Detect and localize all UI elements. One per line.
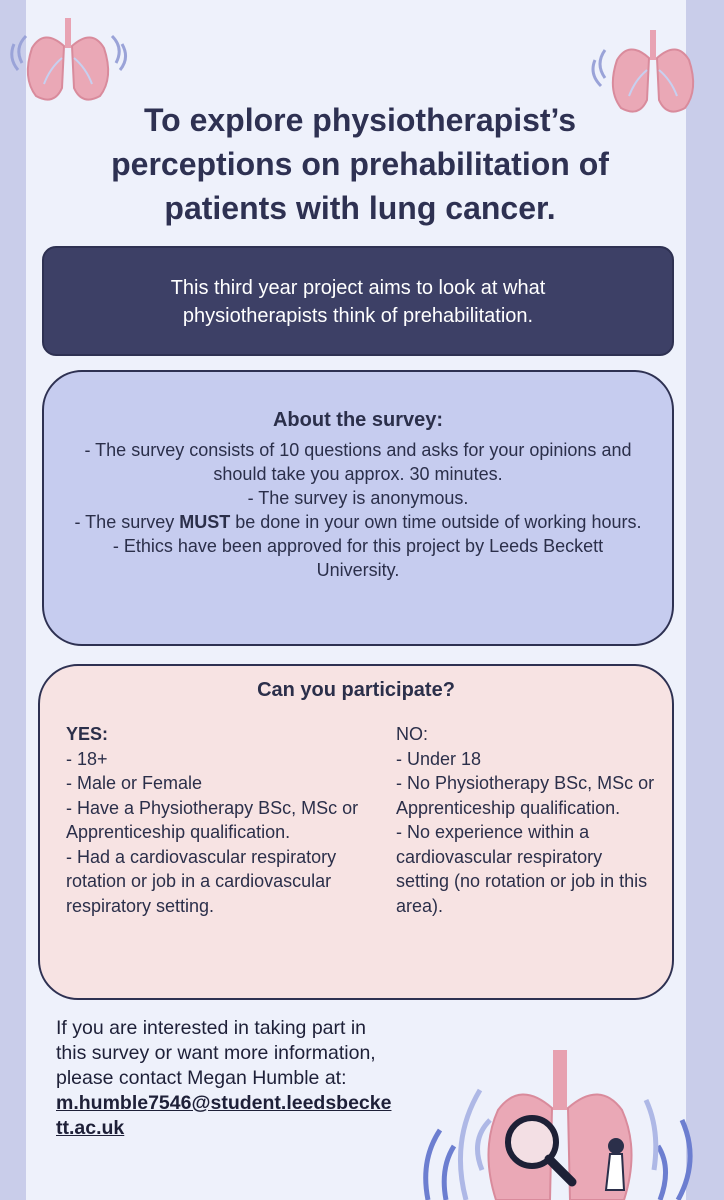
yes-item: - Male or Female: [66, 773, 203, 793]
intro-box: [42, 246, 674, 356]
no-item: - Under 18: [396, 748, 482, 769]
about-line-3: [44, 510, 672, 534]
yes-item: - Had a cardiovascular respiratory rotation or job in a cardiovascular respiratory setting.: [66, 846, 337, 916]
no-column: [396, 722, 656, 918]
about-line-1: - The survey consists of 10 questions and asks for your opinions and should take you approx. 30 minutes.: [84, 440, 632, 484]
poster-title: To explore physiotherapist’s perceptions on prehabilitation of patients with lung cancer.: [111, 102, 609, 226]
no-item: - No experience within a cardiovascular respiratory setting (no rotation or job in this area).: [396, 822, 648, 916]
yes-column: [66, 722, 366, 918]
contact-email-link[interactable]: m.humble7546@student.leedsbeckett.ac.uk: [56, 1092, 392, 1139]
about-line-3-post: be done in your own time outside of working hours.: [230, 512, 642, 532]
about-line-2: - The survey is anonymous.: [247, 488, 469, 508]
about-survey-box: [42, 370, 674, 646]
participate-box: [38, 664, 674, 1000]
about-line-4: - Ethics have been approved for this project by Leeds Beckett University.: [112, 536, 604, 580]
about-line-3-bold: MUST: [179, 512, 231, 532]
no-item: - No Physiotherapy BSc, MSc or Apprenticeship qualification.: [396, 773, 655, 818]
contact-text: If you are interested in taking part in this survey or want more information, please contact Megan Humble at:: [56, 1017, 376, 1089]
lungs-magnifier-illustration: [410, 1050, 710, 1200]
yes-item: - Have a Physiotherapy BSc, MSc or Apprenticeship qualification.: [66, 797, 359, 842]
yes-item: - 18+: [66, 748, 108, 769]
intro-text: This third year project aims to look at what physiotherapists think of prehabilitation.: [170, 277, 546, 327]
about-heading: About the survey:: [272, 409, 444, 431]
participate-heading: Can you participate?: [257, 679, 455, 701]
no-heading: NO:: [396, 724, 429, 744]
about-line-3-pre: - The survey: [74, 512, 180, 532]
yes-heading: YES:: [66, 724, 109, 744]
lungs-icon-left: [4, 8, 132, 108]
contact-section: [56, 1016, 396, 1141]
